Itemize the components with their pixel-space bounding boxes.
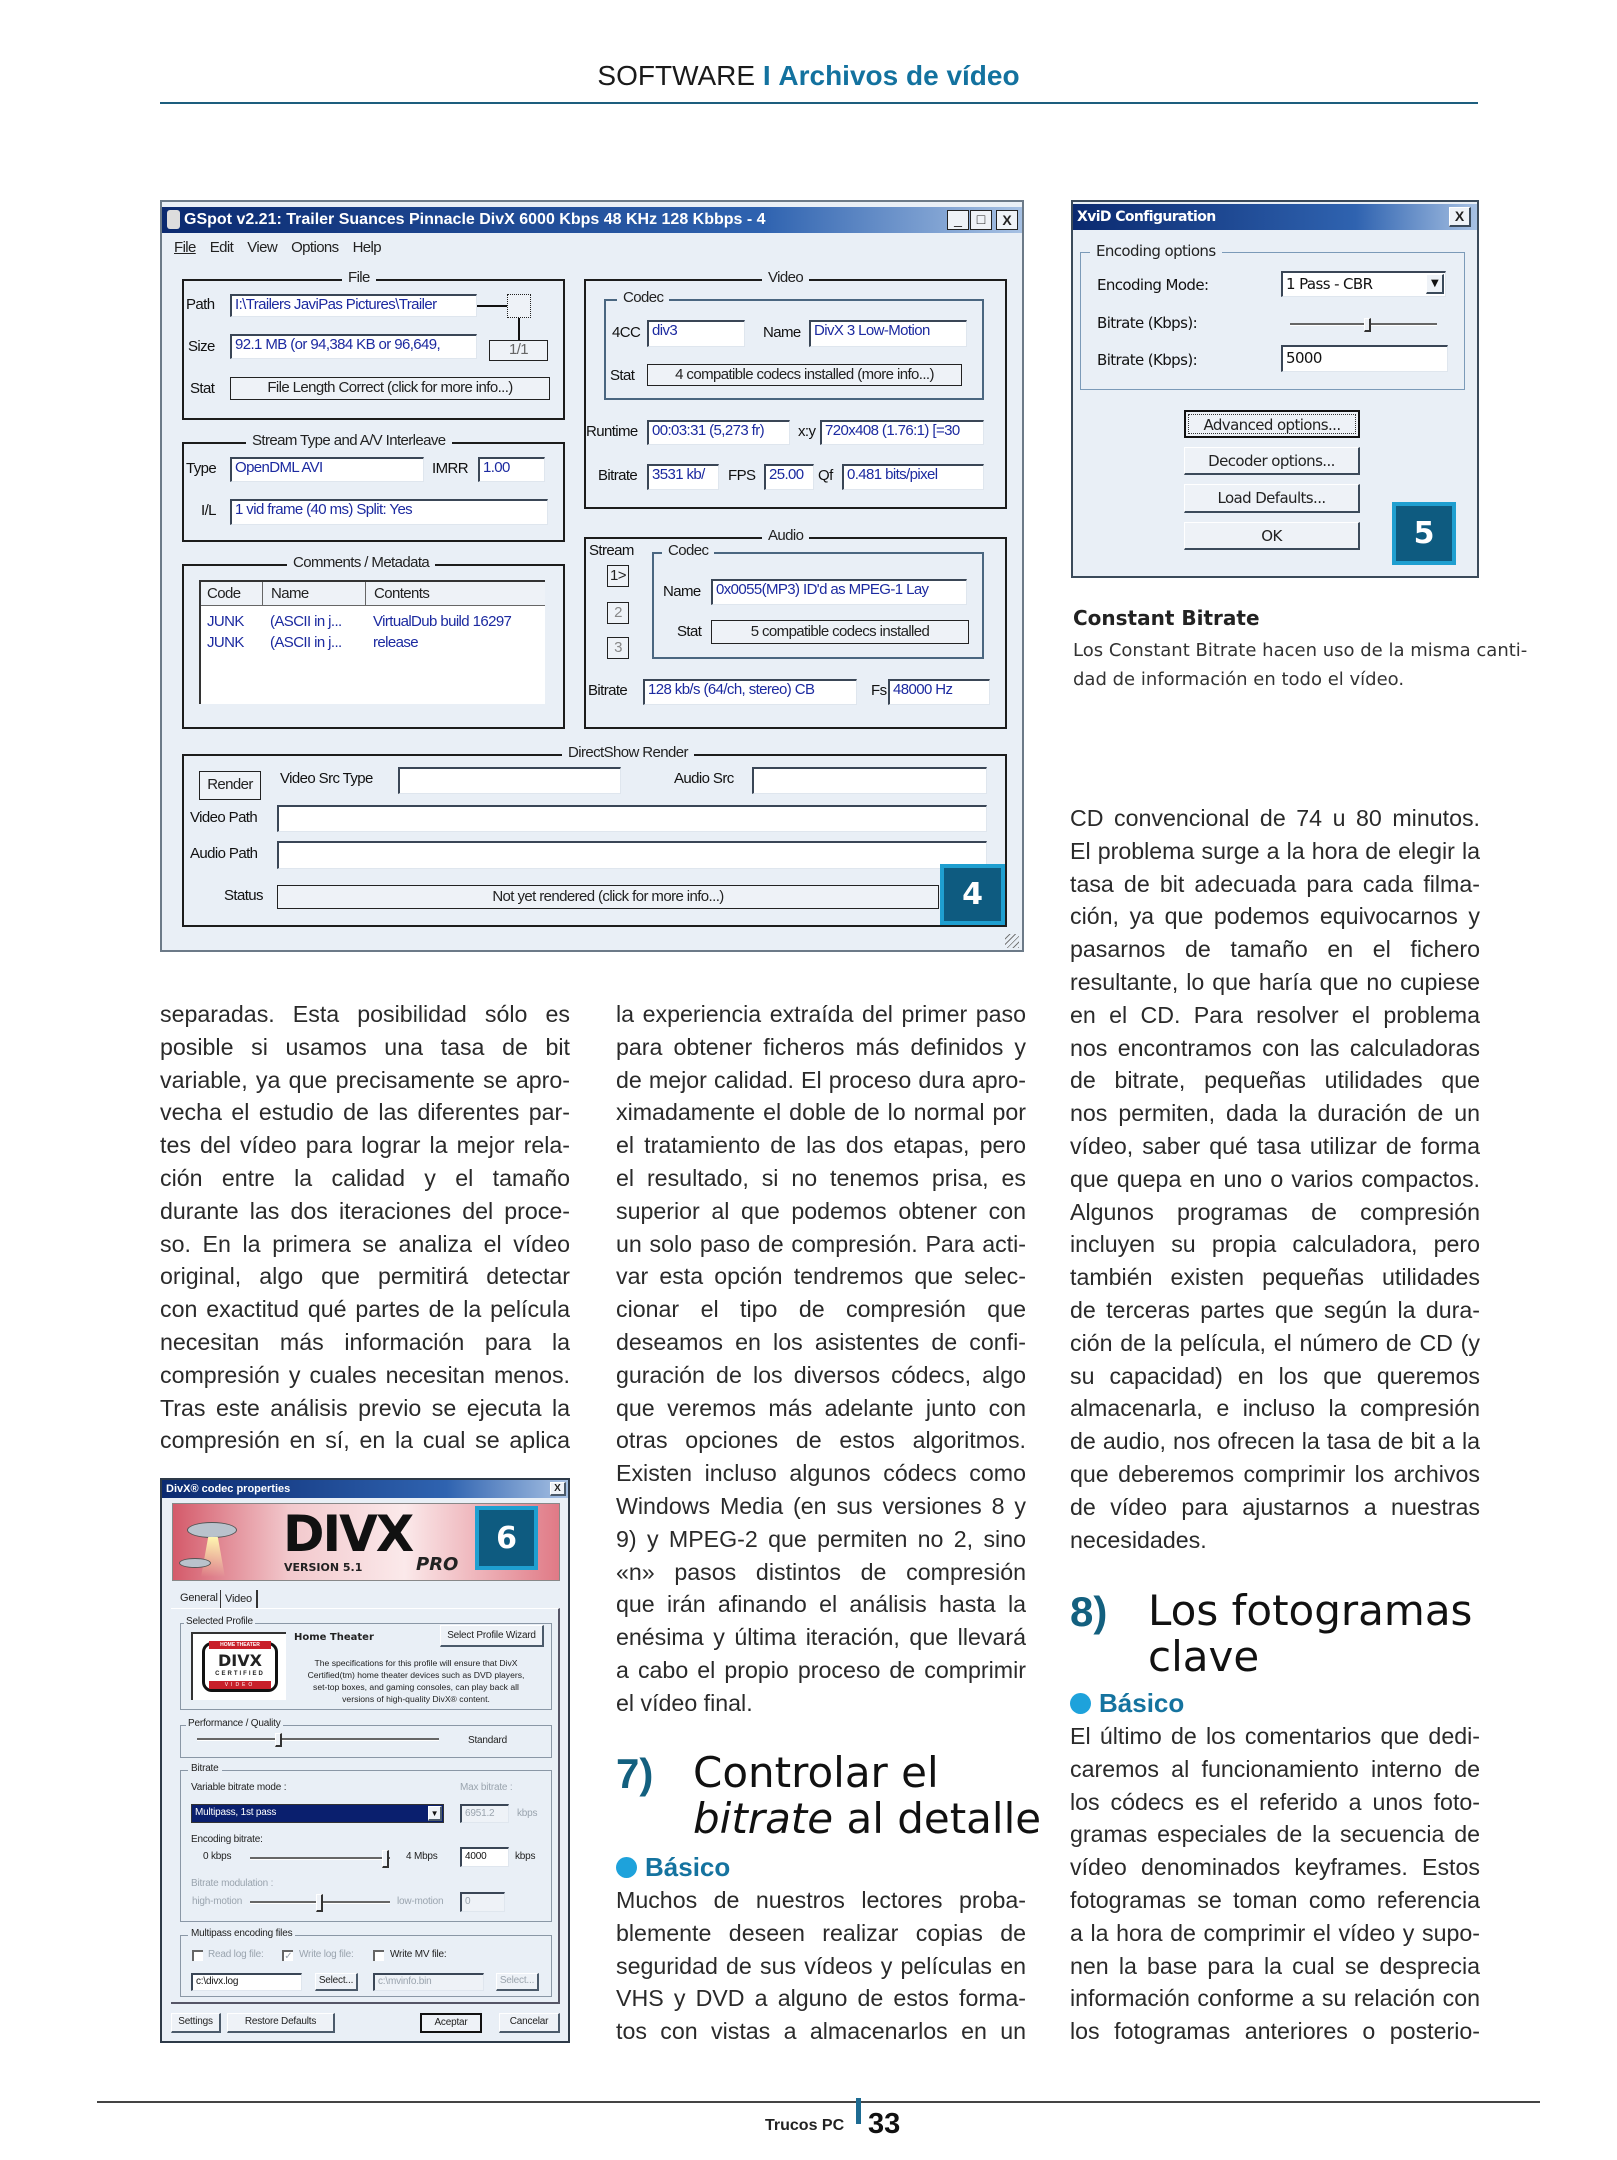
text-line: información conforme a su relación con — [1070, 1985, 1480, 2012]
advanced-options-button[interactable]: Advanced options... — [1184, 410, 1360, 438]
text-line: tasa de bit adecuada para cada filma- — [1070, 870, 1480, 897]
encoding-mode-label: Encoding Mode: — [1097, 276, 1209, 294]
path-field[interactable]: I:\Trailers JaviPas Pictures\Trailer — [230, 294, 477, 317]
caption-line: Los Constant Bitrate hacen uso de la misma canti- — [1073, 640, 1528, 661]
text-line: de bitrate, pequeñas utilidades que — [1070, 1067, 1480, 1094]
modulation-field: 0 — [460, 1892, 505, 1912]
part-indicator[interactable]: 1/1 — [489, 340, 548, 361]
slider-track — [250, 1857, 390, 1860]
header-rule — [160, 102, 1478, 104]
text-line: fotogramas se toman como referencia — [1070, 1886, 1480, 1913]
fps-field: 25.00 — [764, 464, 814, 490]
description-line: The specifications for this profile will ensure that DivX — [314, 1658, 518, 1668]
audio-path-label: Audio Path — [190, 845, 258, 862]
text-line: de audio, nos ofrecen la tasa de bit a la — [1070, 1428, 1480, 1455]
audio-codec-title: Codec — [662, 542, 714, 559]
ufo-icon — [179, 1558, 211, 1568]
text-line: seguridad de sus vídeos y películas en — [616, 1952, 1026, 1979]
runtime-label: Runtime — [586, 423, 638, 440]
xy-label: x:y — [798, 423, 816, 440]
section-name: SOFTWARE — [597, 60, 756, 91]
text-line: Windows Media (en sus versiones 8 y — [616, 1492, 1026, 1519]
menu-view[interactable]: View — [247, 239, 278, 256]
video-codec-title: Codec — [617, 289, 669, 306]
text-line: separadas. Esta posibilidad sólo es — [160, 1001, 570, 1027]
row-code: JUNK — [207, 613, 244, 630]
encoding-bitrate-input[interactable]: 4000 — [460, 1847, 509, 1867]
select-log-button[interactable]: Select... — [315, 1973, 358, 1991]
text-line: caremos al funcionamiento interno de — [1070, 1755, 1480, 1782]
encoding-mode-value: 1 Pass - CBR — [1286, 275, 1373, 293]
text-line: un solo paso de compresión. Para acti- — [616, 1230, 1026, 1257]
row-code: JUNK — [207, 634, 244, 651]
topic-name: Archivos de vídeo — [778, 60, 1020, 91]
text-line: compresión y cuales necesitan menos. — [160, 1361, 570, 1388]
write-log-checkbox[interactable]: ✓ — [282, 1950, 293, 1961]
qf-field: 0.481 bits/pixel — [842, 464, 984, 490]
stream-3-button[interactable]: 3 — [607, 637, 629, 659]
section-number: 8) — [1070, 1588, 1108, 1635]
render-button[interactable]: Render — [199, 771, 261, 800]
text-line: vídeo, saber qué tasa utilizar de forma — [1070, 1132, 1480, 1159]
file-stat-button[interactable]: File Length Correct (click for more info...) — [230, 377, 550, 400]
level-label: Básico — [645, 1852, 731, 1882]
text-line: vecha el estudio de las diferentes par- — [160, 1099, 570, 1126]
audio-bitrate-label: Bitrate — [588, 682, 628, 699]
row-name: (ASCII in j... — [270, 634, 342, 651]
close-button[interactable]: X — [550, 1482, 566, 1496]
selected-profile-title: Selected Profile — [186, 1616, 253, 1627]
profile-logo — [191, 1632, 286, 1700]
stream-1-button[interactable]: 1> — [607, 565, 629, 587]
close-button[interactable]: X — [996, 210, 1018, 230]
xvid-title-bar — [1073, 204, 1477, 230]
video-src-type-label: Video Src Type — [280, 770, 373, 787]
list-header — [201, 582, 545, 606]
select-mv-button[interactable]: Select... — [496, 1973, 539, 1991]
browse-file-icon[interactable] — [507, 294, 531, 318]
title-line: Los fotogramas — [1148, 1586, 1473, 1635]
edition-label: PRO — [416, 1554, 459, 1575]
select-profile-wizard-button[interactable]: Select Profile Wizard — [440, 1625, 544, 1647]
text-line: 9) y MPEG-2 que permiten no 2, sino — [616, 1525, 1026, 1552]
footer-rule — [97, 2101, 1540, 2103]
logo-top-text: HOME THEATER — [209, 1641, 271, 1649]
stream-label: Stream — [589, 542, 634, 559]
divx-title-bar — [162, 1480, 568, 1498]
text-line: tes del vídeo para lograr la mejor rela- — [160, 1132, 570, 1159]
slider-thumb[interactable] — [382, 1850, 389, 1868]
text-line: resultante, lo que haría que no cupiese — [1070, 968, 1480, 995]
load-defaults-button[interactable]: Load Defaults... — [1184, 484, 1360, 513]
gspot-title-bar — [162, 207, 1022, 233]
video-src-type-field — [398, 767, 621, 794]
audio-stat-button[interactable]: 5 compatible codecs installed — [711, 620, 969, 644]
text-line: de mejor calidad. El proceso dura apro- — [616, 1066, 1026, 1093]
stream-2-button[interactable]: 2 — [607, 602, 629, 624]
video-stat-button[interactable]: 4 compatible codecs installed (more info...) — [647, 364, 962, 386]
text-line: so. En la primera se analiza el vídeo — [160, 1230, 570, 1257]
encoding-bitrate-unit: kbps — [515, 1851, 536, 1862]
video-bitrate-field: 3531 kb/ — [647, 464, 719, 490]
restore-defaults-button[interactable]: Restore Defaults — [227, 2013, 335, 2033]
text-line: de vídeo para ajustarnos a nuestras — [1070, 1493, 1480, 1520]
text-line: a cabo el propio proceso de comprimir — [616, 1656, 1026, 1683]
audio-stat-label: Stat — [677, 623, 702, 640]
il-label: I/L — [201, 502, 216, 519]
connector-line — [477, 305, 507, 307]
column-header-code[interactable]: Code — [207, 585, 241, 602]
fs-label: Fs — [871, 682, 887, 699]
text-line: vídeo denominados keyframes. Estos — [1070, 1854, 1480, 1881]
video-group-title: Video — [762, 269, 809, 286]
video-name-field: DivX 3 Low-Motion — [809, 320, 967, 347]
max-bitrate-label: Max bitrate : — [460, 1782, 513, 1793]
fps-label: FPS — [728, 467, 756, 484]
profile-description — [288, 1657, 544, 1705]
text-line: la experiencia extraída del primer paso — [616, 1001, 1026, 1027]
size-field: 92.1 MB (or 94,384 KB or 96,649, — [230, 334, 477, 359]
text-line: nos permiten, dada la duración de un — [1070, 1100, 1480, 1127]
video-bitrate-label: Bitrate — [598, 467, 638, 484]
figure-badge: 6 — [475, 1506, 538, 1570]
encoding-min-label: 0 kbps — [203, 1851, 232, 1862]
vbr-mode-label: Variable bitrate mode : — [191, 1782, 287, 1793]
profile-name: Home Theater — [294, 1632, 374, 1643]
chevron-down-icon[interactable]: ▼ — [428, 1806, 442, 1821]
mv-path-input: c:\mvinfo.bin — [373, 1973, 484, 1991]
minimize-button[interactable]: _ — [947, 210, 969, 230]
encoding-mode-select[interactable] — [1281, 271, 1446, 297]
menu-help[interactable]: Help — [352, 239, 382, 256]
video-stat-label: Stat — [610, 367, 635, 384]
connector-line — [518, 318, 520, 340]
comments-group-title: Comments / Metadata — [287, 554, 435, 571]
text-line: El último de los comentarios que dedi- — [1070, 1723, 1480, 1749]
file-group-title: File — [342, 269, 376, 286]
slider-thumb[interactable] — [1364, 318, 1371, 332]
logo-cert-text: CERTIFIED — [215, 1671, 265, 1677]
footer-bar — [856, 2098, 861, 2124]
section-title — [693, 1750, 1041, 1842]
text-line: VHS y DVD a alguno de estos forma- — [616, 1985, 1026, 2012]
settings-button[interactable]: Settings — [171, 2013, 221, 2033]
article-column-2 — [616, 998, 1026, 1720]
directshow-title: DirectShow Render — [562, 744, 694, 761]
text-line: Existen incluso algunos códecs como — [616, 1460, 1026, 1487]
tab-general[interactable]: General — [180, 1592, 218, 1604]
text-line: a la hora de comprimir el vídeo y supo- — [1070, 1919, 1480, 1946]
write-mv-label: Write MV file: — [390, 1949, 447, 1960]
video-path-label: Video Path — [190, 809, 258, 826]
encoding-bitrate-label: Encoding bitrate: — [191, 1834, 263, 1845]
text-line: los códecs es el referido a unos foto- — [1070, 1788, 1480, 1815]
text-line: el resultado, si no tenemos prisa, es — [616, 1164, 1026, 1191]
row-name: (ASCII in j... — [270, 613, 342, 630]
divx-window — [160, 1478, 570, 2043]
write-log-label: Write log file: — [299, 1949, 354, 1960]
gspot-window — [160, 200, 1024, 952]
logo-bottom-text: VIDEO — [209, 1681, 271, 1689]
bitrate-slider[interactable] — [1290, 323, 1437, 337]
caption-title: Constant Bitrate — [1073, 606, 1260, 630]
audio-path-field — [277, 841, 987, 869]
text-line: Tras este análisis previo se ejecuta la — [160, 1394, 570, 1421]
text-line: pasarnos de tamaño en el fichero — [1070, 936, 1480, 963]
text-line: ción entre la calidad y el tamaño — [160, 1164, 570, 1191]
text-line: El problema surge a la hora de elegir la — [1070, 837, 1480, 864]
title-italic: bitrate — [693, 1794, 834, 1843]
text-line: para obtener ficheros más definidos y — [616, 1033, 1026, 1060]
level-label: Básico — [1099, 1688, 1185, 1718]
caption-line: dad de información en todo el vídeo. — [1073, 669, 1405, 690]
app-icon — [167, 210, 180, 229]
audio-src-label: Audio Src — [674, 770, 734, 787]
accept-button[interactable]: Aceptar — [420, 2013, 482, 2033]
maximize-button[interactable]: □ — [970, 210, 992, 230]
window-title: XviD Configuration — [1077, 209, 1216, 225]
vbr-mode-value: Multipass, 1st pass — [195, 1807, 277, 1818]
text-line: ción, ya que podemos equivocarnos y — [1070, 903, 1480, 930]
close-button[interactable]: X — [1449, 207, 1471, 227]
text-line: su capacidad) en los que queremos — [1070, 1362, 1480, 1389]
text-line: guración de los diversos códecs, algo — [616, 1361, 1026, 1388]
audio-name-field: 0x0055(MP3) ID'd as MPEG-1 Lay — [711, 579, 967, 605]
read-log-checkbox[interactable] — [192, 1950, 203, 1961]
performance-value: Standard — [468, 1735, 507, 1746]
audio-name-label: Name — [663, 583, 701, 600]
multipass-title: Multipass encoding files — [188, 1928, 295, 1939]
window-title: GSpot v2.21: Trailer Suances Pinnacle DivX 6000 Kbps 48 KHz 128 Kbbps - 4 — [184, 211, 766, 228]
text-line: el vídeo final. — [616, 1689, 753, 1716]
text-line: cionar el tipo de compresión que — [616, 1296, 1026, 1323]
chevron-down-icon[interactable]: ▼ — [1426, 274, 1444, 294]
slider-thumb[interactable] — [316, 1894, 323, 1912]
text-line: original, algo que permitirá detectar — [160, 1263, 570, 1290]
runtime-field: 00:03:31 (5,273 fr) — [647, 420, 790, 445]
fourcc-label: 4CC — [612, 324, 641, 341]
vbr-mode-select[interactable] — [191, 1804, 444, 1823]
text-line: incluyen su propia calculadora, pero — [1070, 1231, 1480, 1258]
type-label: Type — [186, 460, 217, 477]
text-line: Algunos programas de compresión — [1070, 1198, 1480, 1225]
bitrate-label: Bitrate (Kbps): — [1097, 351, 1198, 369]
menu-bar — [174, 239, 381, 256]
row-contents: VirtualDub build 16297 — [373, 613, 512, 630]
text-line: nen la base para la cual se desprecia — [1070, 1952, 1480, 1979]
text-line: gramas especiales de la secuencia de — [1070, 1821, 1480, 1848]
performance-slider[interactable] — [197, 1738, 439, 1752]
description-line: set-top boxes, and gaming consoles, can play back all — [313, 1682, 519, 1692]
fourcc-field: div3 — [647, 320, 745, 347]
slider-thumb[interactable] — [275, 1733, 282, 1747]
article-column-2b — [616, 1884, 1026, 2048]
type-field: OpenDML AVI — [230, 457, 424, 482]
resolution-field: 720x408 (1.76:1) [=30 — [820, 420, 984, 445]
cancel-button[interactable]: Cancelar — [499, 2013, 560, 2033]
path-label: Path — [186, 296, 215, 313]
il-field: 1 vid frame (40 ms) Split: Yes — [230, 499, 548, 525]
bitrate-slider-label: Bitrate (Kbps): — [1097, 314, 1198, 332]
header-separator: I — [762, 60, 771, 91]
encoding-options-title: Encoding options — [1090, 242, 1222, 260]
high-motion-label: high-motion — [192, 1896, 243, 1907]
text-line: posible si usamos una tasa de bit — [160, 1033, 570, 1060]
text-line: necesidades. — [1070, 1526, 1207, 1553]
log-path-input[interactable]: c:\divx.log — [191, 1973, 302, 1991]
version-label: VERSION 5.1 — [284, 1561, 363, 1574]
magazine-name: Trucos PC — [765, 2117, 845, 2134]
menu-edit[interactable]: Edit — [209, 239, 234, 256]
text-line: CD convencional de 74 u 80 minutos. — [1070, 805, 1480, 831]
ufo-beam — [201, 1537, 225, 1577]
imrr-label: IMRR — [432, 460, 468, 477]
bullet-icon — [1070, 1693, 1091, 1714]
text-line: también existen pequeñas utilidades — [1070, 1264, 1480, 1291]
column-header-name[interactable]: Name — [262, 582, 309, 605]
bullet-icon — [616, 1857, 637, 1878]
audio-src-field — [752, 767, 987, 794]
text-line: el tratamiento de las dos etapas, pero — [616, 1132, 1026, 1159]
article-column-3b — [1070, 1720, 1480, 2048]
certified-badge — [202, 1642, 278, 1692]
sample-rate-field: 48000 Hz — [888, 679, 990, 705]
text-line: almacenarla, e incluso la compresión — [1070, 1395, 1480, 1422]
title-line — [693, 1796, 1041, 1842]
figure-badge: 4 — [940, 864, 1005, 925]
performance-title: Performance / Quality — [188, 1718, 281, 1729]
slider-track — [197, 1738, 439, 1741]
text-line: compresión en sí, en la cual se aplica — [160, 1427, 570, 1454]
ufo-icon — [187, 1522, 237, 1538]
stream-group-title: Stream Type and A/V Interleave — [246, 432, 452, 449]
low-motion-label: low-motion — [397, 1896, 444, 1907]
text-line: los fotogramas anteriores o posterio- — [1070, 2018, 1480, 2045]
article-column-1 — [160, 998, 570, 1457]
text-line: que deberemos comprimir los archivos — [1070, 1460, 1480, 1487]
section-title — [1148, 1588, 1472, 1680]
qf-label: Qf — [818, 467, 833, 484]
text-line: necesitan más información para la — [160, 1328, 570, 1355]
tab-video[interactable]: Video — [220, 1590, 258, 1608]
text-line: deseamos en los asistentes de confi- — [616, 1328, 1026, 1355]
description-line: versions of high-quality DivX® content. — [342, 1694, 490, 1704]
render-status-button[interactable]: Not yet rendered (click for more info...) — [277, 885, 939, 909]
text-line: nos encontramos con las calculadoras — [1070, 1034, 1480, 1061]
text-line: que veremos más adelante junto con — [616, 1394, 1026, 1421]
difficulty-level — [1070, 1688, 1184, 1719]
bitrate-title: Bitrate — [188, 1763, 222, 1774]
xvid-window — [1071, 200, 1479, 578]
max-bitrate-field: 6951.2 — [460, 1804, 509, 1823]
page-header — [0, 60, 1617, 92]
text-line: con exactitud qué partes de la película — [160, 1296, 570, 1323]
difficulty-level — [616, 1852, 730, 1883]
title-line: clave — [1148, 1632, 1260, 1681]
ok-button[interactable]: OK — [1184, 522, 1360, 550]
text-line: en el CD. Para resolver el problema — [1070, 1001, 1480, 1028]
text-line: tos con vistas a almacenarlos en un — [616, 2018, 1026, 2045]
title-rest: al detalle — [833, 1794, 1042, 1843]
write-mv-checkbox[interactable] — [373, 1950, 384, 1961]
window-title: DivX® codec properties — [166, 1483, 291, 1495]
encoding-bitrate-slider[interactable] — [250, 1857, 390, 1871]
modulation-label: Bitrate modulation : — [191, 1878, 274, 1889]
description-line: Certified(tm) home theater devices such as DVD players, — [307, 1670, 525, 1680]
resize-grip-icon[interactable] — [1005, 934, 1019, 948]
video-name-label: Name — [763, 324, 801, 341]
page-number: 33 — [868, 2108, 901, 2140]
column-header-contents[interactable]: Contents — [365, 582, 429, 605]
text-line: durante las dos iteraciones del proce- — [160, 1197, 570, 1224]
decoder-options-button[interactable]: Decoder options... — [1184, 447, 1360, 475]
metadata-list[interactable] — [199, 580, 545, 704]
text-line: superior al que podemos obtener con — [616, 1197, 1026, 1224]
text-line: otras opciones de estos algoritmos. — [616, 1427, 1026, 1454]
size-label: Size — [188, 338, 215, 355]
audio-group-title: Audio — [762, 527, 809, 544]
text-line: ximadamente el doble de lo normal por — [616, 1099, 1026, 1126]
bitrate-input[interactable]: 5000 — [1281, 345, 1448, 372]
divx-logo: DIVX — [283, 1505, 413, 1563]
text-line: ción de la película, el número de CD (y — [1070, 1329, 1480, 1356]
read-log-label: Read log file: — [208, 1949, 264, 1960]
title-line: Controlar el — [693, 1748, 939, 1797]
list-row[interactable] — [207, 613, 547, 633]
logo-mid-text: DIVX — [218, 1651, 262, 1670]
menu-options[interactable]: Options — [291, 239, 339, 256]
text-line: enésima y última iteración, que llevará — [616, 1624, 1026, 1651]
list-row[interactable] — [207, 634, 547, 654]
stat-label: Stat — [190, 380, 215, 397]
imrr-field: 1.00 — [478, 457, 545, 482]
text-line: que quepa en uno o varios compactos. — [1070, 1165, 1480, 1192]
caption-body — [1073, 636, 1527, 694]
video-path-field — [277, 805, 987, 832]
encoding-max-label: 4 Mbps — [406, 1851, 438, 1862]
audio-bitrate-field: 128 kb/s (64/ch, stereo) CB — [643, 679, 857, 705]
section-number: 7) — [616, 1750, 654, 1797]
text-line: de terceras partes que según la dura- — [1070, 1296, 1480, 1323]
row-contents: release — [373, 634, 418, 651]
text-line: «n» pasos distintos de compresión — [616, 1558, 1026, 1585]
text-line: Muchos de nuestros lectores proba- — [616, 1887, 1026, 1913]
text-line: blemente deseen realizar copias de — [616, 1919, 1026, 1946]
text-line: var esta opción tendremos que selec- — [616, 1263, 1026, 1290]
status-label: Status — [224, 887, 263, 904]
modulation-slider[interactable] — [250, 1901, 390, 1915]
menu-file[interactable]: File — [174, 239, 196, 256]
figure-badge: 5 — [1392, 502, 1456, 565]
text-line: que irán afinando el análisis hasta la — [616, 1591, 1026, 1618]
max-bitrate-unit: kbps — [517, 1808, 538, 1819]
article-column-3 — [1070, 802, 1480, 1556]
text-line: variable, ya que precisamente se apro- — [160, 1066, 570, 1093]
